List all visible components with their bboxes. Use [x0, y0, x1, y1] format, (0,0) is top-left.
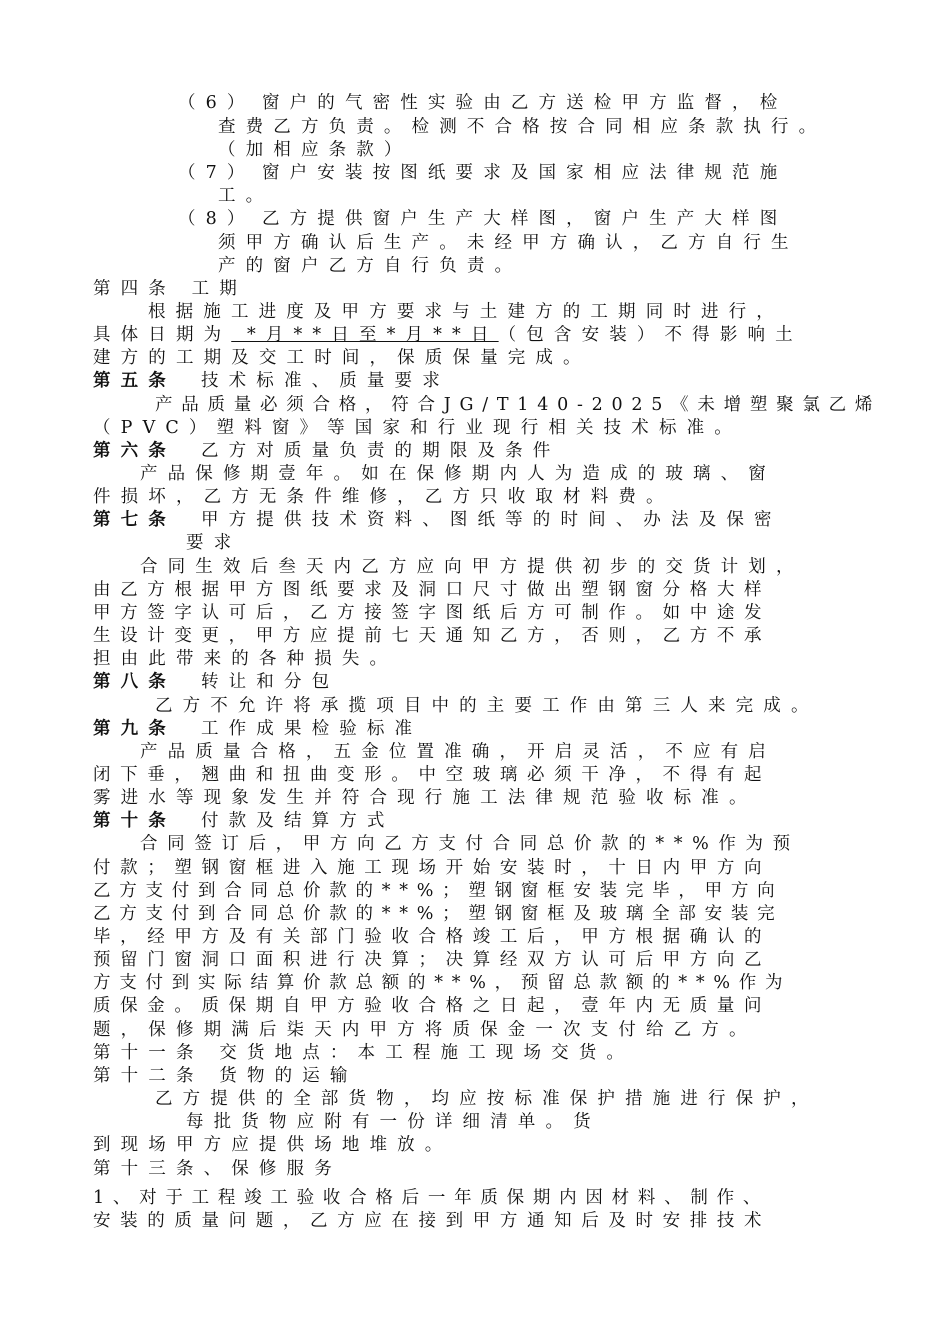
article-10-line-8: 质保金。质保期自甲方验收合格之日起，壹年内无质量问	[93, 996, 772, 1016]
article-6-heading	[93, 439, 560, 463]
article-7-title-cont: 要求	[186, 533, 242, 553]
article-5-number: 第五条	[93, 371, 176, 391]
article-13-heading: 第十三条、保修服务	[93, 1159, 342, 1179]
article-12-line-2: 每批货物应附有一份详细清单。货	[186, 1112, 601, 1132]
item-7-line-2: 工。	[218, 186, 274, 206]
article-12-line-1: 乙方提供的全部货物，均应按标准保护措施进行保护，	[155, 1089, 819, 1109]
article-6-line-2: 件损坏，乙方无条件维修，乙方只收取材料费。	[93, 487, 674, 507]
article-5-title: 技术标准、质量要求	[201, 371, 450, 391]
item-8-line-3: 产的窗户乙方自行负责。	[218, 256, 523, 276]
article-8-title: 转让和分包	[201, 672, 340, 692]
article-10-line-3: 乙方支付到合同总价款的**%；塑钢窗框安装完毕，甲方向	[93, 881, 784, 901]
article-10-line-4: 乙方支付到合同总价款的**%；塑钢窗框及玻璃全部安装完	[93, 904, 784, 924]
article-4-line-3: 建方的工期及交工时间，保质保量完成。	[93, 348, 591, 368]
article-10-heading	[93, 809, 395, 833]
article-10-line-5: 毕，经甲方及有关部门验收合格竣工后，甲方根据确认的	[93, 927, 772, 947]
article-7-line-5: 担由此带来的各种损失。	[93, 649, 398, 669]
article-7-line-3: 甲方签字认可后，乙方接签字图纸后方可制作。如中途发	[93, 603, 772, 623]
article-11-line: 第十一条 交货地点：本工程施工现场交货。	[93, 1043, 635, 1063]
item-8-line-2: 须甲方确认后生产。未经甲方确认，乙方自行生	[218, 233, 799, 253]
article-12-heading: 第十二条 货物的运输	[93, 1066, 358, 1086]
item-7-label: （7）	[178, 163, 255, 183]
article-7-title: 甲方提供技术资料、图纸等的时间、办法及保密	[201, 510, 782, 530]
article-7-line-2: 由乙方根据甲方图纸要求及洞口尺寸做出塑钢窗分格大样	[93, 580, 772, 600]
article-13-line-1: 1、对于工程竣工验收合格后一年质保期内因材料、制作、	[93, 1188, 770, 1208]
article-8-heading	[93, 670, 339, 694]
article-8-line-1: 乙方不允许将承揽项目中的主要工作由第三人来完成。	[155, 696, 819, 716]
article-10-line-6: 预留门窗洞口面积进行决算；决算经双方认可后甲方向乙	[93, 950, 772, 970]
article-10-line-9: 题，保修期满后柒天内甲方将质保金一次支付给乙方。	[93, 1020, 757, 1040]
article-9-heading	[93, 717, 422, 741]
item-6-line-3: （加相应条款）	[218, 140, 412, 160]
article-10-line-1: 合同签订后，甲方向乙方支付合同总价款的**%作为预	[140, 834, 800, 854]
article-10-title: 付款及结算方式	[201, 811, 395, 831]
article-10-number: 第十条	[93, 811, 176, 831]
article-4-heading: 第四条 工期	[93, 279, 247, 299]
item-6-line-1: （6） 窗户的气密性实验由乙方送检甲方监督，检	[178, 93, 788, 113]
article-6-title: 乙方对质量负责的期限及条件	[201, 441, 561, 461]
article-5-heading	[93, 369, 450, 393]
article-10-line-7: 方支付到实际结算价款总额的**%，预留总款额的**%作为	[93, 973, 792, 993]
article-9-number: 第九条	[93, 719, 176, 739]
article-8-number: 第八条	[93, 672, 176, 692]
date-range: *月**日至*月**日	[231, 325, 499, 345]
item-6-line-2: 查费乙方负责。检测不合格按合同相应条款执行。	[218, 117, 827, 137]
article-7-line-1: 合同生效后叁天内乙方应向甲方提供初步的交货计划，	[140, 557, 804, 577]
article-9-line-1: 产品质量合格，五金位置准确，开启灵活，不应有启	[140, 742, 776, 762]
item-8-line-1: （8） 乙方提供窗户生产大样图，窗户生产大样图	[178, 209, 788, 229]
article-7-heading	[93, 508, 782, 532]
article-12-line-3: 到现场甲方应提供场地堆放。	[93, 1135, 453, 1155]
item-8-label: （8）	[178, 209, 255, 229]
article-7-number: 第七条	[93, 510, 176, 530]
article-5-line-2: （PVC）塑料窗》等国家和行业现行相关技术标准。	[93, 418, 742, 438]
article-9-line-2: 闭下垂，翘曲和扭曲变形。中空玻璃必须干净，不得有起	[93, 765, 772, 785]
article-6-line-1: 产品保修期壹年。如在保修期内人为造成的玻璃、窗	[140, 464, 776, 484]
article-13-line-2: 安装的质量问题，乙方应在接到甲方通知后及时安排技术	[93, 1211, 772, 1231]
article-4-line-2: 具体日期为 *月**日至*月**日（包含安装）不得影响土	[93, 325, 803, 345]
article-9-line-3: 雾进水等现象发生并符合现行施工法律规范验收标准。	[93, 788, 757, 808]
article-10-line-2: 付款；塑钢窗框进入施工现场开始安装时，十日内甲方向	[93, 858, 772, 878]
item-6-label: （6）	[178, 93, 255, 113]
item-7-line-1: （7） 窗户安装按图纸要求及国家相应法律规范施	[178, 163, 788, 183]
article-4-line-1: 根据施工进度及甲方要求与土建方的工期同时进行，	[148, 302, 784, 322]
article-6-number: 第六条	[93, 441, 176, 461]
article-7-line-4: 生设计变更，甲方应提前七天通知乙方，否则，乙方不承	[93, 626, 772, 646]
article-5-line-1: 产品质量必须合格，符合JG/T140-2025《未增塑聚氯乙烯	[155, 395, 882, 415]
article-9-title: 工作成果检验标准	[201, 719, 423, 739]
